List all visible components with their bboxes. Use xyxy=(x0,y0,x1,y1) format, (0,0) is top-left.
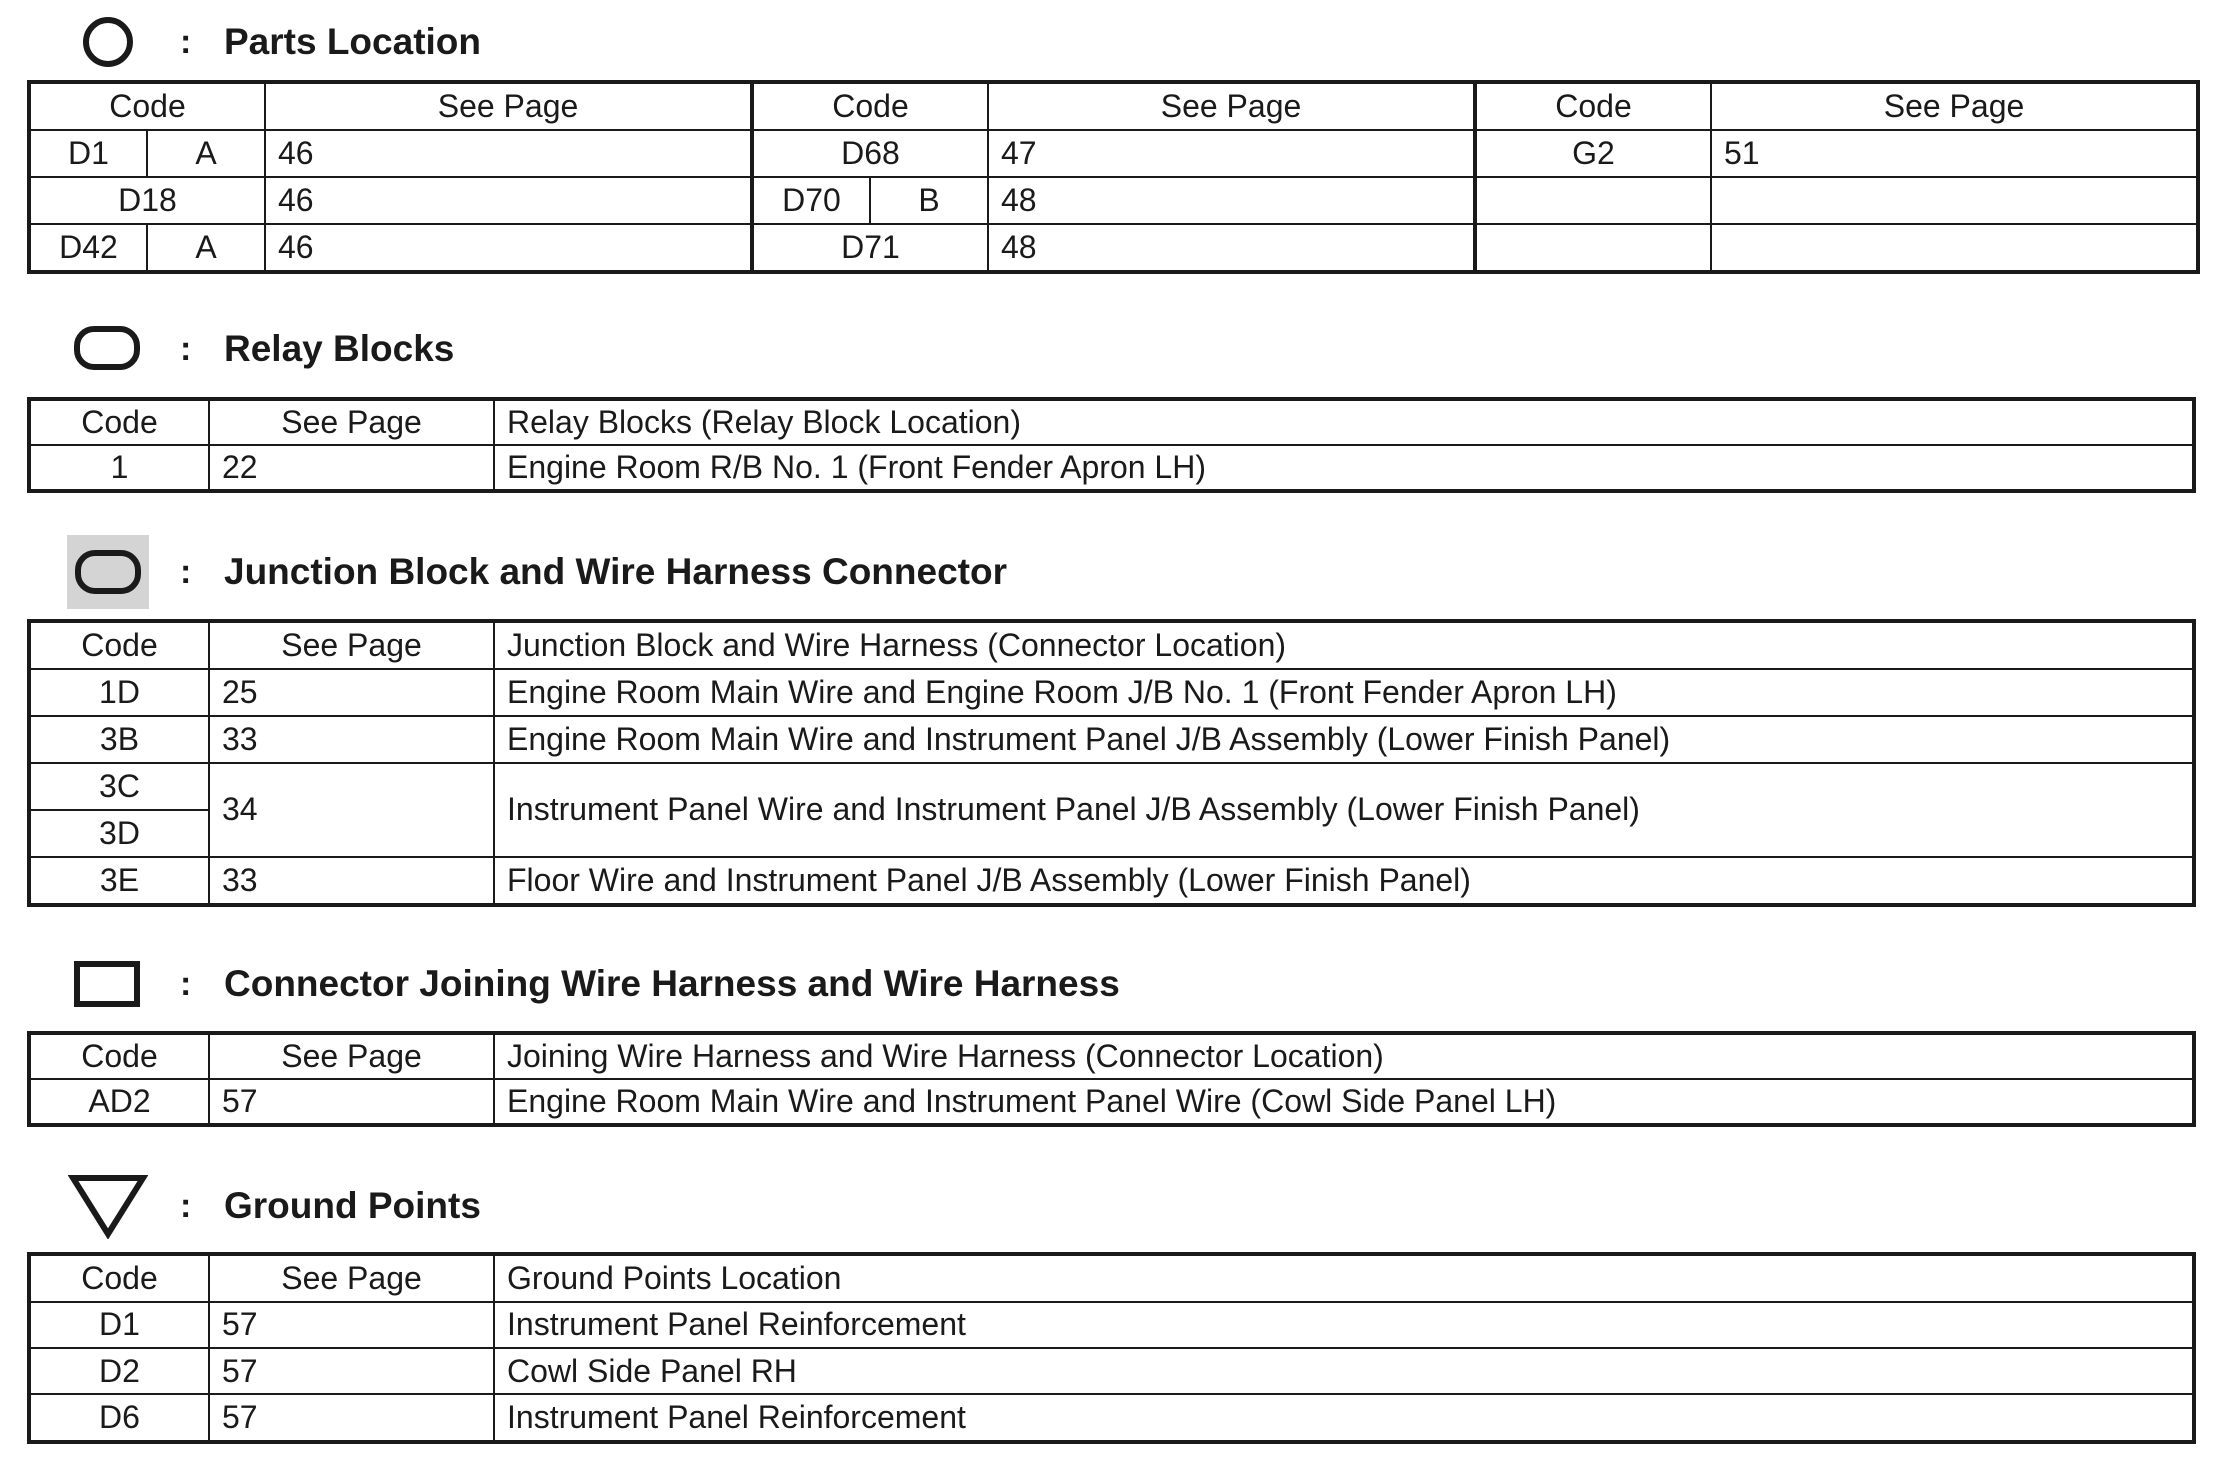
rectangle-icon xyxy=(60,944,156,1024)
table-row xyxy=(29,1079,2194,1125)
page-cell: 46 xyxy=(265,224,752,272)
col-header-description: Junction Block and Wire Harness (Connector Location) xyxy=(494,621,2194,669)
page-cell: 34 xyxy=(209,763,494,857)
table-header-row xyxy=(29,1033,2194,1079)
col-header-code: Code xyxy=(29,82,265,130)
parts-location-table xyxy=(27,80,2200,274)
ground-points-table xyxy=(27,1252,2196,1444)
circle-icon xyxy=(60,2,156,82)
code-cell: D18 xyxy=(29,177,265,224)
table-row xyxy=(29,1302,2194,1348)
col-header-code: Code xyxy=(29,1033,209,1079)
table-header-row xyxy=(29,1254,2194,1302)
triangle-down-icon xyxy=(60,1166,156,1246)
col-header-see-page: See Page xyxy=(209,399,494,445)
page-cell: 25 xyxy=(209,669,494,716)
table-row xyxy=(29,1348,2194,1394)
code-cell: D42 xyxy=(29,224,147,272)
description-cell: Engine Room Main Wire and Instrument Panel Wire (Cowl Side Panel LH) xyxy=(494,1079,2194,1125)
section-title: Parts Location xyxy=(224,21,481,62)
page-cell: 33 xyxy=(209,857,494,905)
code-cell: D2 xyxy=(29,1348,209,1394)
sub-code-cell: A xyxy=(147,130,265,177)
section-title: Relay Blocks xyxy=(224,328,455,369)
code-cell: G2 xyxy=(1475,130,1711,177)
table-row xyxy=(29,716,2194,763)
sub-code-cell: A xyxy=(147,224,265,272)
description-cell: Cowl Side Panel RH xyxy=(494,1348,2194,1394)
description-cell: Instrument Panel Reinforcement xyxy=(494,1302,2194,1348)
code-cell: D1 xyxy=(29,1302,209,1348)
code-cell: 3B xyxy=(29,716,209,763)
table-row xyxy=(29,177,2198,224)
col-header-description: Relay Blocks (Relay Block Location) xyxy=(494,399,2194,445)
code-cell: D6 xyxy=(29,1394,209,1442)
page-cell: 51 xyxy=(1711,130,2198,177)
section-title: Connector Joining Wire Harness and Wire Harness xyxy=(224,963,1120,1004)
col-header-description: Joining Wire Harness and Wire Harness (Connector Location) xyxy=(494,1033,2194,1079)
col-header-see-page: See Page xyxy=(209,1254,494,1302)
page-cell: 57 xyxy=(209,1394,494,1442)
table-row xyxy=(29,857,2194,905)
table-row xyxy=(29,669,2194,716)
table-row xyxy=(29,130,2198,177)
code-cell: D68 xyxy=(752,130,988,177)
page-cell: 46 xyxy=(265,130,752,177)
col-header-code: Code xyxy=(752,82,988,130)
section-colon: : xyxy=(180,329,192,368)
col-header-see-page: See Page xyxy=(988,82,1475,130)
code-cell: D1 xyxy=(29,130,147,177)
col-header-see-page: See Page xyxy=(209,1033,494,1079)
code-cell: 3C xyxy=(29,763,209,810)
rounded-rectangle-icon xyxy=(60,309,156,389)
page-cell: 57 xyxy=(209,1079,494,1125)
page-cell: 48 xyxy=(988,224,1475,272)
code-cell: 1D xyxy=(29,669,209,716)
junction-block-table xyxy=(27,619,2196,907)
code-cell xyxy=(1475,177,1711,224)
table-header-row xyxy=(29,399,2194,445)
code-cell: 3E xyxy=(29,857,209,905)
col-header-code: Code xyxy=(29,1254,209,1302)
page-cell: 57 xyxy=(209,1348,494,1394)
col-header-code: Code xyxy=(29,399,209,445)
table-header-row xyxy=(29,82,2198,130)
section-colon: : xyxy=(180,964,192,1003)
description-cell: Engine Room Main Wire and Engine Room J/B No. 1 (Front Fender Apron LH) xyxy=(494,669,2194,716)
connector-joining-table xyxy=(27,1031,2196,1127)
col-header-see-page: See Page xyxy=(209,621,494,669)
section-colon: : xyxy=(180,1186,192,1225)
col-header-see-page: See Page xyxy=(1711,82,2198,130)
section-title: Junction Block and Wire Harness Connector xyxy=(224,551,1007,592)
col-header-see-page: See Page xyxy=(265,82,752,130)
page-cell xyxy=(1711,224,2198,272)
code-cell: AD2 xyxy=(29,1079,209,1125)
table-row xyxy=(29,445,2194,491)
description-cell: Instrument Panel Reinforcement xyxy=(494,1394,2194,1442)
col-header-description: Ground Points Location xyxy=(494,1254,2194,1302)
code-cell: 1 xyxy=(29,445,209,491)
table-row xyxy=(29,763,2194,810)
page-cell: 47 xyxy=(988,130,1475,177)
sub-code-cell: B xyxy=(870,177,988,224)
code-cell: D70 xyxy=(752,177,870,224)
table-row xyxy=(29,224,2198,272)
code-cell: D71 xyxy=(752,224,988,272)
description-cell: Engine Room Main Wire and Instrument Panel J/B Assembly (Lower Finish Panel) xyxy=(494,716,2194,763)
relay-blocks-table xyxy=(27,397,2196,493)
page-cell: 22 xyxy=(209,445,494,491)
section-colon: : xyxy=(180,22,192,61)
page-cell xyxy=(1711,177,2198,224)
col-header-code: Code xyxy=(29,621,209,669)
table-row xyxy=(29,1394,2194,1442)
code-cell xyxy=(1475,224,1711,272)
section-title: Ground Points xyxy=(224,1185,481,1226)
description-cell: Instrument Panel Wire and Instrument Panel J/B Assembly (Lower Finish Panel) xyxy=(494,763,2194,857)
page-cell: 33 xyxy=(209,716,494,763)
page-cell: 48 xyxy=(988,177,1475,224)
section-colon: : xyxy=(180,552,192,591)
shaded-rounded-rectangle-icon xyxy=(60,532,156,612)
col-header-code: Code xyxy=(1475,82,1711,130)
description-cell: Floor Wire and Instrument Panel J/B Assembly (Lower Finish Panel) xyxy=(494,857,2194,905)
code-cell: 3D xyxy=(29,810,209,857)
table-header-row xyxy=(29,621,2194,669)
page-cell: 57 xyxy=(209,1302,494,1348)
page-cell: 46 xyxy=(265,177,752,224)
description-cell: Engine Room R/B No. 1 (Front Fender Apron LH) xyxy=(494,445,2194,491)
